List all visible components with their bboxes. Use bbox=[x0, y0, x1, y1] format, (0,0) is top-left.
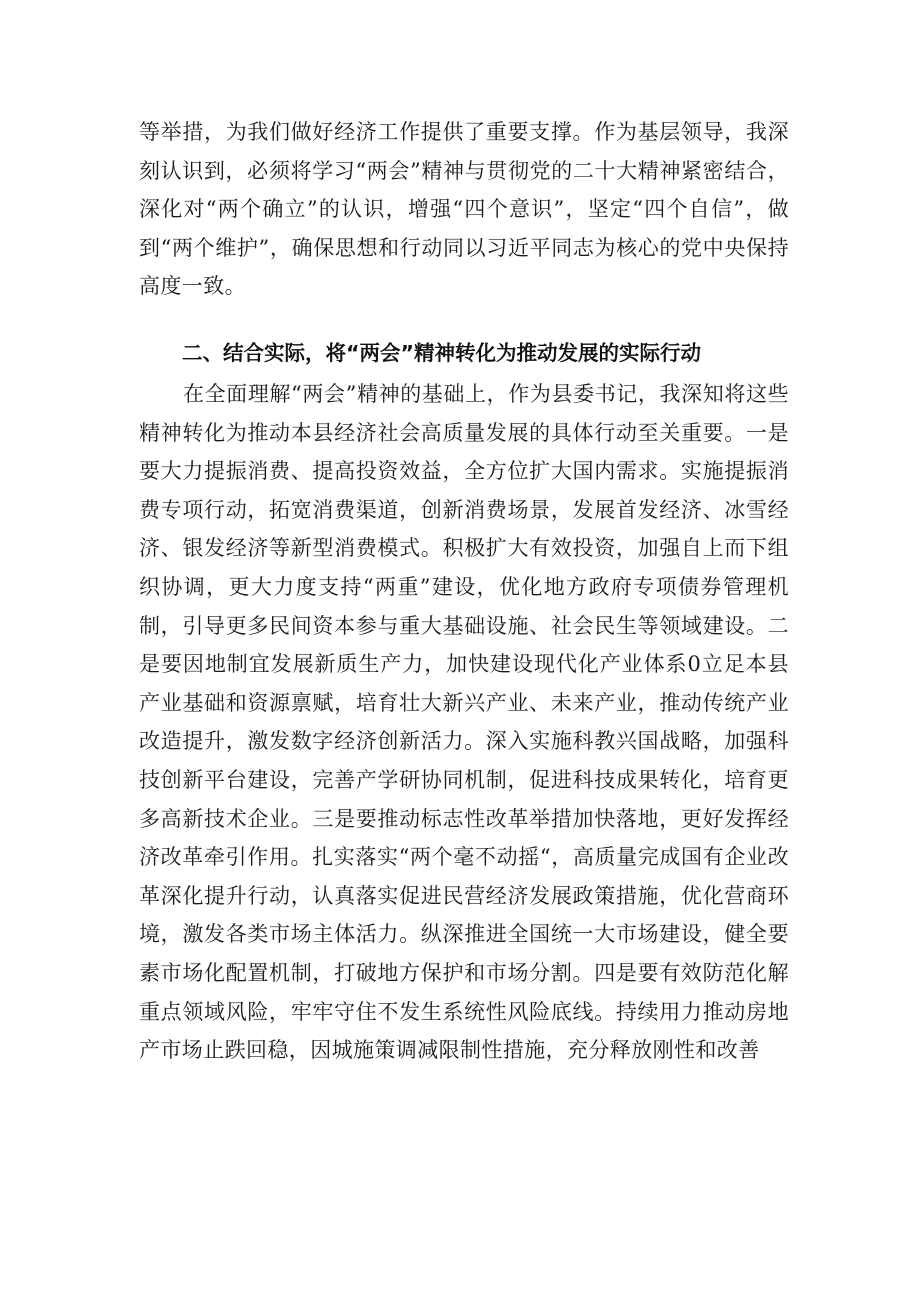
paragraph-continued-text: 等举措，为我们做好经济工作提供了重要支撑。作为基层领导，我深刻认识到，必须将学习“两会”精神与贯彻党的二十大精神紧密结合，深化对“两个确立”的认识，增强“四个意识”，坚定“四个自信”，做到“两个维护”，确保思想和行动同以习近平同志为核心的党中央保持高度一致。 bbox=[139, 120, 789, 299]
section-heading: 二、结合实际，将“两会”精神转化为推动发展的实际行动 bbox=[182, 341, 701, 365]
paragraph-continued bbox=[139, 113, 789, 306]
paragraph-main bbox=[139, 375, 789, 1070]
paragraph-main-text: 在全面理解“两会”精神的基础上，作为县委书记，我深知将这些精神转化为推动本县经济社会高质量发展的具体行动至关重要。一是要大力提振消费、提高投资效益，全方位扩大国内需求。实施提振消费专项行动，拓宽消费渠道，创新消费场景，发展首发经济、冰雪经济、银发经济等新型消费模式。积极扩大有效投资，加强自上而下组织协调，更大力度支持“两重”建设，优化地方政府专项债券管理机制，引导更多民间资本参与重大基础设施、社会民生等领域建设。二是要因地制宜发展新质生产力，加快建设现代化产业体系0立足本县产业基础和资源禀赋，培育壮大新兴产业、未来产业，推动传统产业改造提升，激发数字经济创新活力。深入实施科教兴国战略，加强科技创新平台建设，完善产学研协同机制，促进科技成果转化，培育更多高新技术企业。三是要推动标志性改革举措加快落地，更好发挥经济改革牵引作用。扎实落实“两个毫不动摇“，高质量完成国有企业改革深化提升行动，认真落实促进民营经济发展政策措施，优化营商环境，激发各类市场主体活力。纵深推进全国统一大市场建设，健全要素市场化配置机制，打破地方保护和市场分割。四是要有效防范化解重点领域风险，牢牢守住不发生系统性风险底线。持续用力推动房地产市场止跌回稳，因城施策调减限制性措施，充分释放刚性和改善 bbox=[139, 382, 789, 1063]
